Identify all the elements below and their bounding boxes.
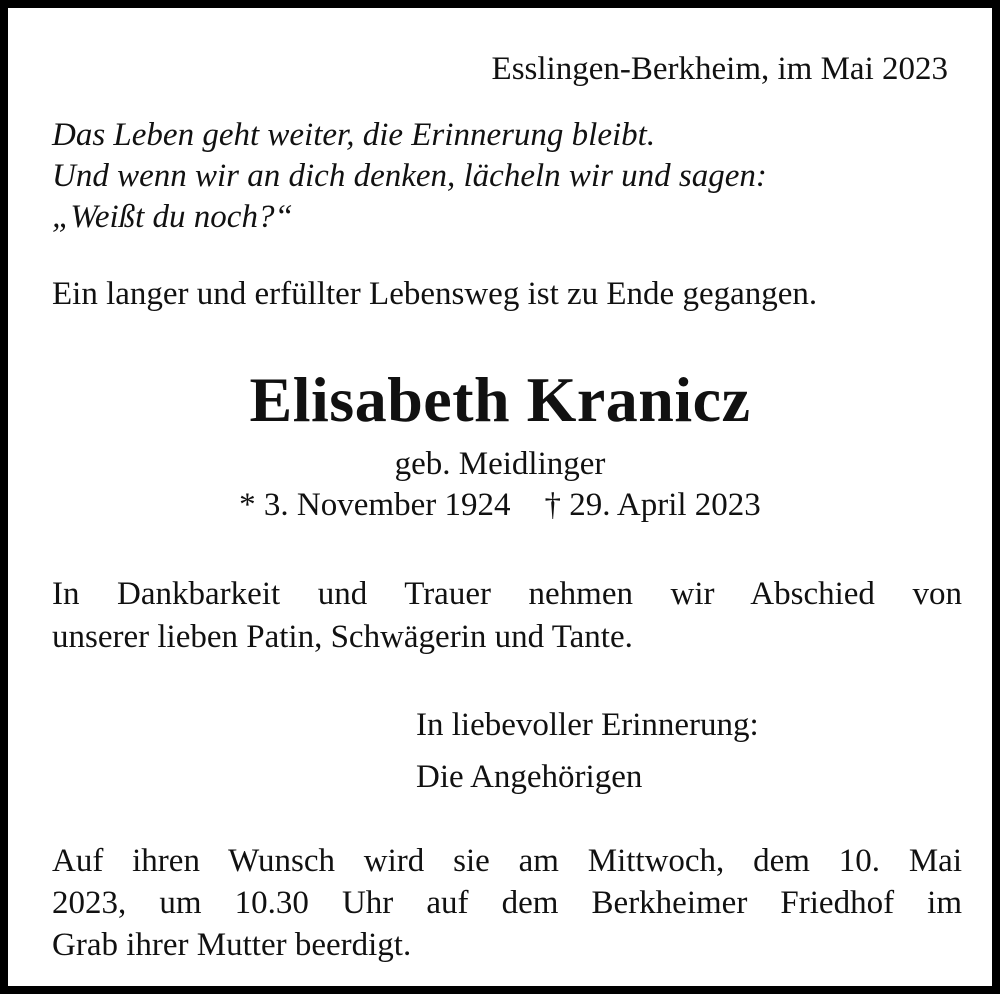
burial-line: Auf ihren Wunsch wird sie am Mittwoch, dem 10. Mai [52, 843, 962, 879]
signature-line: Die Angehörigen [416, 759, 643, 795]
quote-line: Und wenn wir an dich denken, lächeln wir und sagen: [52, 158, 767, 194]
intro-text: Ein langer und erfüllter Lebensweg ist zu Ende gegangen. [52, 276, 818, 312]
deceased-name: Elisabeth Kranicz [249, 364, 751, 435]
burial-line: Grab ihrer Mutter beerdigt. [52, 927, 412, 963]
place-date: Esslingen-Berkheim, im Mai 2023 [491, 51, 948, 87]
quote-line: Das Leben geht weiter, die Erinnerung bleibt. [52, 117, 656, 153]
farewell-line: In Dankbarkeit und Trauer nehmen wir Abschied von [52, 576, 962, 612]
death-date: † 29. April 2023 [544, 487, 761, 523]
burial-line: 2023, um 10.30 Uhr auf dem Berkheimer Friedhof im [52, 885, 962, 921]
quote-line: „Weißt du noch?“ [52, 199, 293, 235]
signature-line: In liebevoller Erinnerung: [416, 707, 759, 743]
birth-date: * 3. November 1924 [239, 487, 511, 523]
farewell-line: unserer lieben Patin, Schwägerin und Tante. [52, 619, 633, 655]
life-dates [8, 489, 992, 522]
maiden-name: geb. Meidlinger [394, 446, 606, 482]
